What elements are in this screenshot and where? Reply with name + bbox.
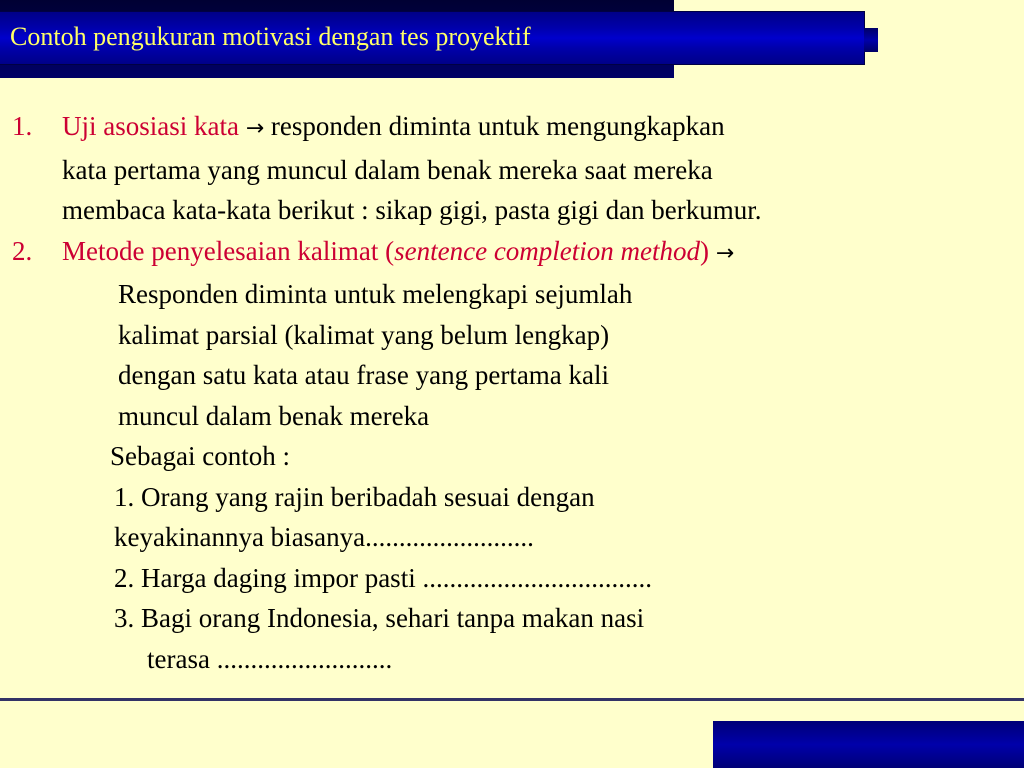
item-2-desc-line-2: kalimat parsial (kalimat yang belum lengkap) bbox=[118, 319, 610, 350]
title-bar-tab bbox=[864, 28, 878, 52]
example-line-2: keyakinannya biasanya......................... bbox=[114, 522, 534, 552]
arrow-right-icon: → bbox=[245, 116, 265, 141]
item-2-desc-line-4: muncul dalam benak mereka bbox=[118, 400, 430, 431]
list-item-2 bbox=[0, 231, 1010, 275]
list-item-1 bbox=[0, 106, 1010, 231]
item-1-number: 1. bbox=[12, 111, 33, 141]
example-label: Sebagai contoh : bbox=[110, 441, 290, 471]
example-line-5: terasa .......................... bbox=[147, 643, 393, 674]
item-2-desc-line-1: Responden diminta untuk melengkapi sejumlah bbox=[118, 279, 633, 309]
item-2-heading bbox=[62, 231, 1010, 275]
item-1-text-line-2: kata pertama yang muncul dalam benak mereka saat mereka bbox=[62, 154, 713, 185]
item-1-heading: Uji asosiasi kata bbox=[62, 111, 239, 141]
bottom-divider bbox=[0, 698, 1024, 701]
item-2-desc-line-3: dengan satu kata atau frase yang pertama kali bbox=[118, 360, 610, 390]
item-2-heading-suffix: ) bbox=[700, 235, 710, 266]
item-2-heading-italic: sentence completion method bbox=[394, 235, 701, 266]
slide-title: Contoh pengukuran motivasi dengan tes proyektif bbox=[10, 22, 531, 51]
example-line-3: 2. Harga daging impor pasti .................................. bbox=[114, 562, 652, 593]
example-line-1: 1. Orang yang rajin beribadah sesuai dengan bbox=[114, 481, 595, 512]
item-1-text-line-1: responden diminta untuk mengungkapkan bbox=[270, 111, 725, 141]
slide-content bbox=[0, 106, 1010, 679]
arrow-right-icon: → bbox=[715, 240, 735, 266]
footer-corner-box bbox=[713, 721, 1024, 768]
example-line-4: 3. Bagi orang Indonesia, sehari tanpa makan nasi bbox=[114, 603, 645, 633]
item-2-heading-prefix: Metode penyelesaian kalimat ( bbox=[62, 235, 395, 266]
item-1-line-1 bbox=[62, 106, 1010, 150]
item-1-text-line-3: membaca kata-kata berikut : sikap gigi, pasta gigi dan berkumur. bbox=[62, 195, 762, 225]
item-2-number: 2. bbox=[12, 235, 33, 266]
